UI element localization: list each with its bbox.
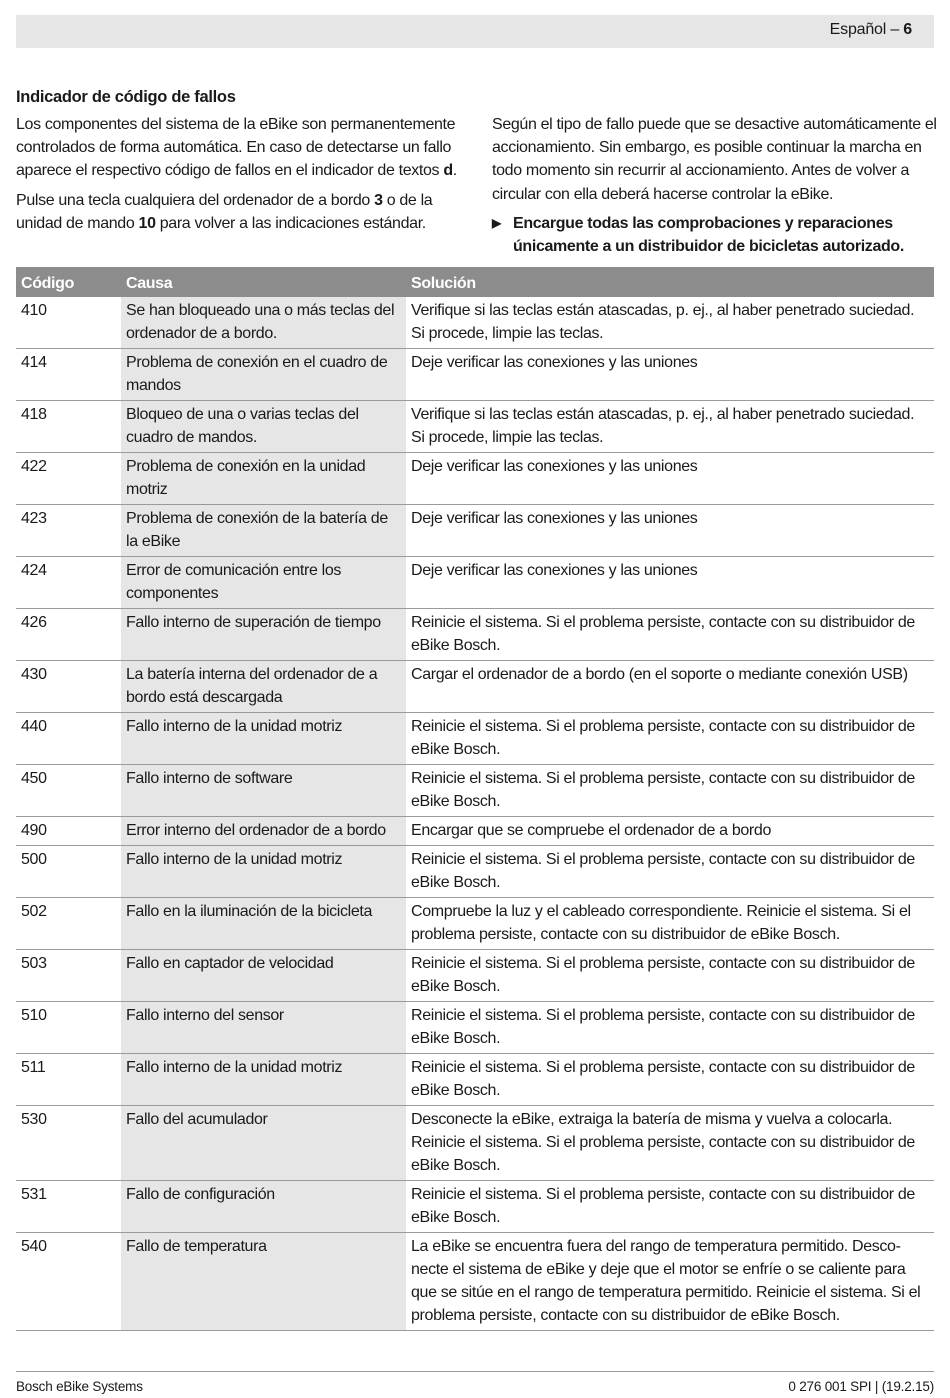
left-column	[16, 113, 461, 241]
cell-cause: Fallo interno de software	[121, 765, 406, 817]
cell-solution: Deje verificar las conexiones y las uniones	[406, 557, 934, 609]
cell-solution: Deje verificar las conexiones y las uniones	[406, 349, 934, 401]
table-row	[16, 453, 934, 505]
table-row	[16, 1106, 934, 1181]
table-header-row	[16, 267, 934, 297]
page-number: 6	[903, 21, 912, 38]
cell-solution: Reinicie el sistema. Si el problema persiste, contacte con su distribuidor de eBike Bosch.	[406, 713, 934, 765]
cell-code: 490	[16, 817, 121, 846]
intro-text: Los componentes del sistema de la eBike son permanentemente controlados de forma automática. En caso de detectarse un fallo aparece el respectivo código de fallos en el indicador de textos	[16, 116, 456, 180]
table-row	[16, 950, 934, 1002]
cell-code: 503	[16, 950, 121, 1002]
cell-solution: Encargar que se compruebe el ordenador de a bordo	[406, 817, 934, 846]
page-header	[830, 21, 912, 39]
cell-solution: Compruebe la luz y el cableado correspondiente. Reinicie el sistema. Si el problema persiste, contacte con su distribuidor de eBike Bosch.	[406, 898, 934, 950]
table-row	[16, 401, 934, 453]
intro-paragraph	[16, 113, 461, 183]
cell-code: 418	[16, 401, 121, 453]
footer-divider	[16, 1371, 934, 1372]
header-bar	[16, 15, 934, 48]
table-row	[16, 1002, 934, 1054]
header-solution: Solución	[406, 267, 934, 297]
right-column	[492, 113, 937, 258]
cell-cause: Problema de conexión de la batería de la eBike	[121, 505, 406, 557]
cell-cause: Fallo interno de superación de tiempo	[121, 609, 406, 661]
triangle-bullet-icon: ▶	[492, 215, 501, 230]
cell-code: 430	[16, 661, 121, 713]
cell-code: 500	[16, 846, 121, 898]
cell-cause: Error interno del ordenador de a bordo	[121, 817, 406, 846]
table-row	[16, 817, 934, 846]
cell-cause: Problema de conexión en el cuadro de mandos	[121, 349, 406, 401]
section-title: Indicador de código de fallos	[16, 88, 236, 106]
warning-bullet	[492, 212, 937, 258]
cell-code: 423	[16, 505, 121, 557]
cell-code: 531	[16, 1181, 121, 1233]
cell-solution: Reinicie el sistema. Si el problema persiste, contacte con su distribuidor de eBike Bosch.	[406, 846, 934, 898]
cell-solution: Reinicie el sistema. Si el problema persiste, contacte con su distribuidor de eBike Bosch.	[406, 1181, 934, 1233]
cell-cause: Fallo interno de la unidad motriz	[121, 713, 406, 765]
cell-code: 510	[16, 1002, 121, 1054]
table-row	[16, 349, 934, 401]
intro-bold-ref: d	[443, 162, 453, 180]
cell-code: 540	[16, 1233, 121, 1331]
cell-solution: Verifique si las teclas están atascadas, p. ej., al haber penetrado suciedad. Si procede, limpie las teclas.	[406, 401, 934, 453]
cell-cause: Fallo interno de la unidad motriz	[121, 1054, 406, 1106]
cell-solution: Reinicie el sistema. Si el problema persiste, contacte con su distribuidor de eBike Bosch.	[406, 1002, 934, 1054]
cell-code: 424	[16, 557, 121, 609]
drive-paragraph: Según el tipo de fallo puede que se desactive automáticamente el accionamiento. Sin embargo, es posible continuar la marcha en todo momento sin recurrir al accionamiento. Antes de volver a circular con ella deberá hacerse controlar la eBike.	[492, 116, 937, 203]
cell-code: 414	[16, 349, 121, 401]
instruction-text-end: para volver a las indicaciones estándar.	[155, 214, 426, 232]
cell-cause: Fallo del acumulador	[121, 1106, 406, 1181]
header-language: Español	[829, 21, 887, 38]
cell-cause: Fallo interno del sensor	[121, 1002, 406, 1054]
footer-brand: Bosch eBike Systems	[16, 1379, 143, 1394]
instruction-text: Pulse una tecla cualquiera del ordenador de a bordo	[16, 191, 375, 209]
cell-solution: Reinicie el sistema. Si el problema persiste, contacte con su distribuidor de eBike Bosch.	[406, 609, 934, 661]
cell-code: 511	[16, 1054, 121, 1106]
cell-code: 422	[16, 453, 121, 505]
cell-solution: Cargar el ordenador de a bordo (en el soporte o mediante conexión USB)	[406, 661, 934, 713]
cell-cause: Error de comunicación entre los componentes	[121, 557, 406, 609]
error-code-table	[16, 267, 934, 1331]
warning-text: Encargue todas las comprobaciones y reparaciones únicamente a un distribuidor de bicicletas autorizado.	[513, 214, 904, 256]
table-row	[16, 765, 934, 817]
cell-cause: Fallo de configuración	[121, 1181, 406, 1233]
intro-text-end: .	[452, 162, 457, 180]
instruction-ref-control-unit: 10	[138, 214, 156, 232]
cell-code: 410	[16, 297, 121, 349]
table-row	[16, 1181, 934, 1233]
cell-code: 440	[16, 713, 121, 765]
cell-code: 450	[16, 765, 121, 817]
cell-solution: Deje verificar las conexiones y las uniones	[406, 505, 934, 557]
cell-cause: Fallo interno de la unidad motriz	[121, 846, 406, 898]
table-row	[16, 505, 934, 557]
cell-cause: Problema de conexión en la unidad motriz	[121, 453, 406, 505]
table-row	[16, 297, 934, 349]
cell-cause: Fallo en captador de velocidad	[121, 950, 406, 1002]
table-row	[16, 661, 934, 713]
cell-code: 530	[16, 1106, 121, 1181]
cell-solution: Reinicie el sistema. Si el problema persiste, contacte con su distribuidor de eBike Bosch.	[406, 1054, 934, 1106]
cell-solution: La eBike se encuentra fuera del rango de temperatura permitido. Desconecte el sistema de eBike y deje que el motor se enfríe o se caliente para que se sitúe en el rango de temperatura permitido. Reinicie el sistema. Si el problema persiste, contacte con su distribuidor de eBike Bosch.	[406, 1233, 934, 1331]
cell-solution: Deje verificar las conexiones y las uniones	[406, 453, 934, 505]
table-row	[16, 557, 934, 609]
cell-cause: La batería interna del ordenador de a bordo está descargada	[121, 661, 406, 713]
cell-code: 502	[16, 898, 121, 950]
cell-cause: Fallo de temperatura	[121, 1233, 406, 1331]
cell-solution: Verifique si las teclas están atascadas, p. ej., al haber penetrado suciedad. Si procede, limpie las teclas.	[406, 297, 934, 349]
cell-cause: Fallo en la iluminación de la bicicleta	[121, 898, 406, 950]
instruction-ref-computer: 3	[374, 191, 383, 209]
cell-cause: Se han bloqueado una o más teclas del ordenador de a bordo.	[121, 297, 406, 349]
table-row	[16, 846, 934, 898]
table-row	[16, 1054, 934, 1106]
cell-solution: Reinicie el sistema. Si el problema persiste, contacte con su distribuidor de eBike Bosch.	[406, 950, 934, 1002]
cell-solution: Desconecte la eBike, extraiga la batería de misma y vuelva a colocarla. Reinicie el sistema. Si el problema persiste, contacte con su distribuidor de eBike Bosch.	[406, 1106, 934, 1181]
header-separator: –	[886, 21, 904, 38]
table-row	[16, 898, 934, 950]
footer-doc-number: 0 276 001 SPI | (19.2.15)	[788, 1379, 934, 1394]
cell-cause: Bloqueo de una o varias teclas del cuadro de mandos.	[121, 401, 406, 453]
table-row	[16, 713, 934, 765]
table-row	[16, 609, 934, 661]
instruction-paragraph	[16, 189, 461, 235]
header-code: Código	[16, 267, 121, 297]
table-row	[16, 1233, 934, 1331]
header-cause: Causa	[121, 267, 406, 297]
cell-solution: Reinicie el sistema. Si el problema persiste, contacte con su distribuidor de eBike Bosch.	[406, 765, 934, 817]
instruction-text-mid: o de la unidad de mando	[16, 191, 433, 232]
cell-code: 426	[16, 609, 121, 661]
